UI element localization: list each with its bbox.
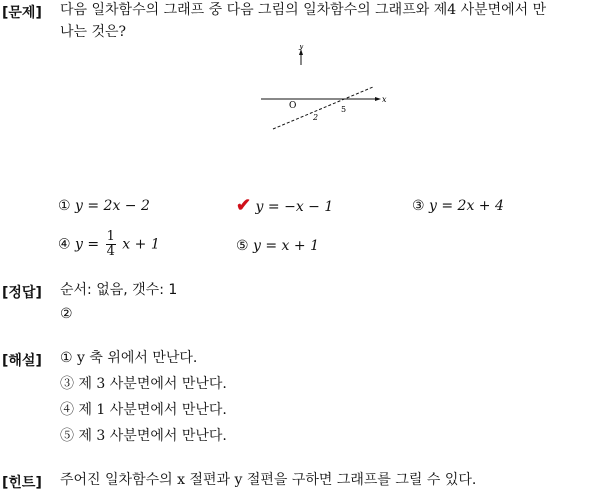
hint-tag: [힌트] bbox=[2, 475, 42, 491]
answer-tag: [정답] bbox=[2, 285, 42, 301]
choice-4-expr-prefix: y = bbox=[75, 236, 100, 253]
linear-graph-figure bbox=[255, 45, 395, 135]
choice-2-expr: y = −x − 1 bbox=[255, 199, 334, 215]
fraction-denominator: 4 bbox=[106, 244, 115, 259]
explanation-line-3: ④ 제 1 사분면에서 만난다. bbox=[60, 402, 227, 418]
problem-text-line-2: 나는 것은? bbox=[60, 24, 127, 40]
y-intercept-label: 2 bbox=[313, 113, 319, 122]
hint-text: 주어진 일차함수의 x 절편과 y 절편을 구하면 그래프를 그릴 수 있다. bbox=[60, 472, 477, 488]
choice-5-number: ⑤ bbox=[236, 238, 249, 254]
choice-1-expr: y = 2x − 2 bbox=[75, 198, 150, 214]
x-axis-label: x bbox=[382, 95, 387, 104]
problem-tag: [문제] bbox=[2, 5, 42, 21]
explanation-line-2: ③ 제 3 사분면에서 만난다. bbox=[60, 376, 227, 392]
explanation-line-1: ① y 축 위에서 만난다. bbox=[60, 350, 198, 366]
explanation-tag: [해설] bbox=[2, 353, 42, 369]
y-axis-label: y bbox=[299, 45, 304, 50]
choice-4-expr-suffix: x + 1 bbox=[122, 236, 160, 253]
function-line bbox=[273, 87, 373, 129]
x-axis-arrow-icon bbox=[375, 97, 381, 101]
choice-1-number: ① bbox=[58, 198, 71, 214]
choice-4[interactable] bbox=[58, 230, 160, 259]
choice-3-number: ③ bbox=[412, 198, 425, 214]
choice-4-fraction bbox=[106, 230, 116, 259]
check-mark-icon: ✔ bbox=[236, 195, 252, 216]
choice-5[interactable] bbox=[236, 236, 319, 256]
choice-3-expr: y = 2x + 4 bbox=[429, 198, 504, 214]
answer-value: ② bbox=[60, 306, 73, 322]
choice-5-expr: y = x + 1 bbox=[253, 238, 319, 254]
choice-2[interactable] bbox=[236, 196, 333, 217]
x-intercept-label: 5 bbox=[341, 105, 347, 114]
choice-4-number: ④ bbox=[58, 236, 71, 253]
problem-text-line-1: 다음 일차함수의 그래프 중 다음 그림의 일차함수의 그래프와 제4 사분면에서 만 bbox=[60, 2, 547, 18]
fraction-numerator: 1 bbox=[106, 229, 115, 244]
origin-label: O bbox=[289, 101, 297, 111]
choice-3[interactable] bbox=[412, 196, 504, 216]
choice-1[interactable] bbox=[58, 196, 150, 216]
explanation-line-4: ⑤ 제 3 사분면에서 만난다. bbox=[60, 428, 227, 444]
answer-meta: 순서: 없음, 갯수: 1 bbox=[60, 282, 178, 298]
